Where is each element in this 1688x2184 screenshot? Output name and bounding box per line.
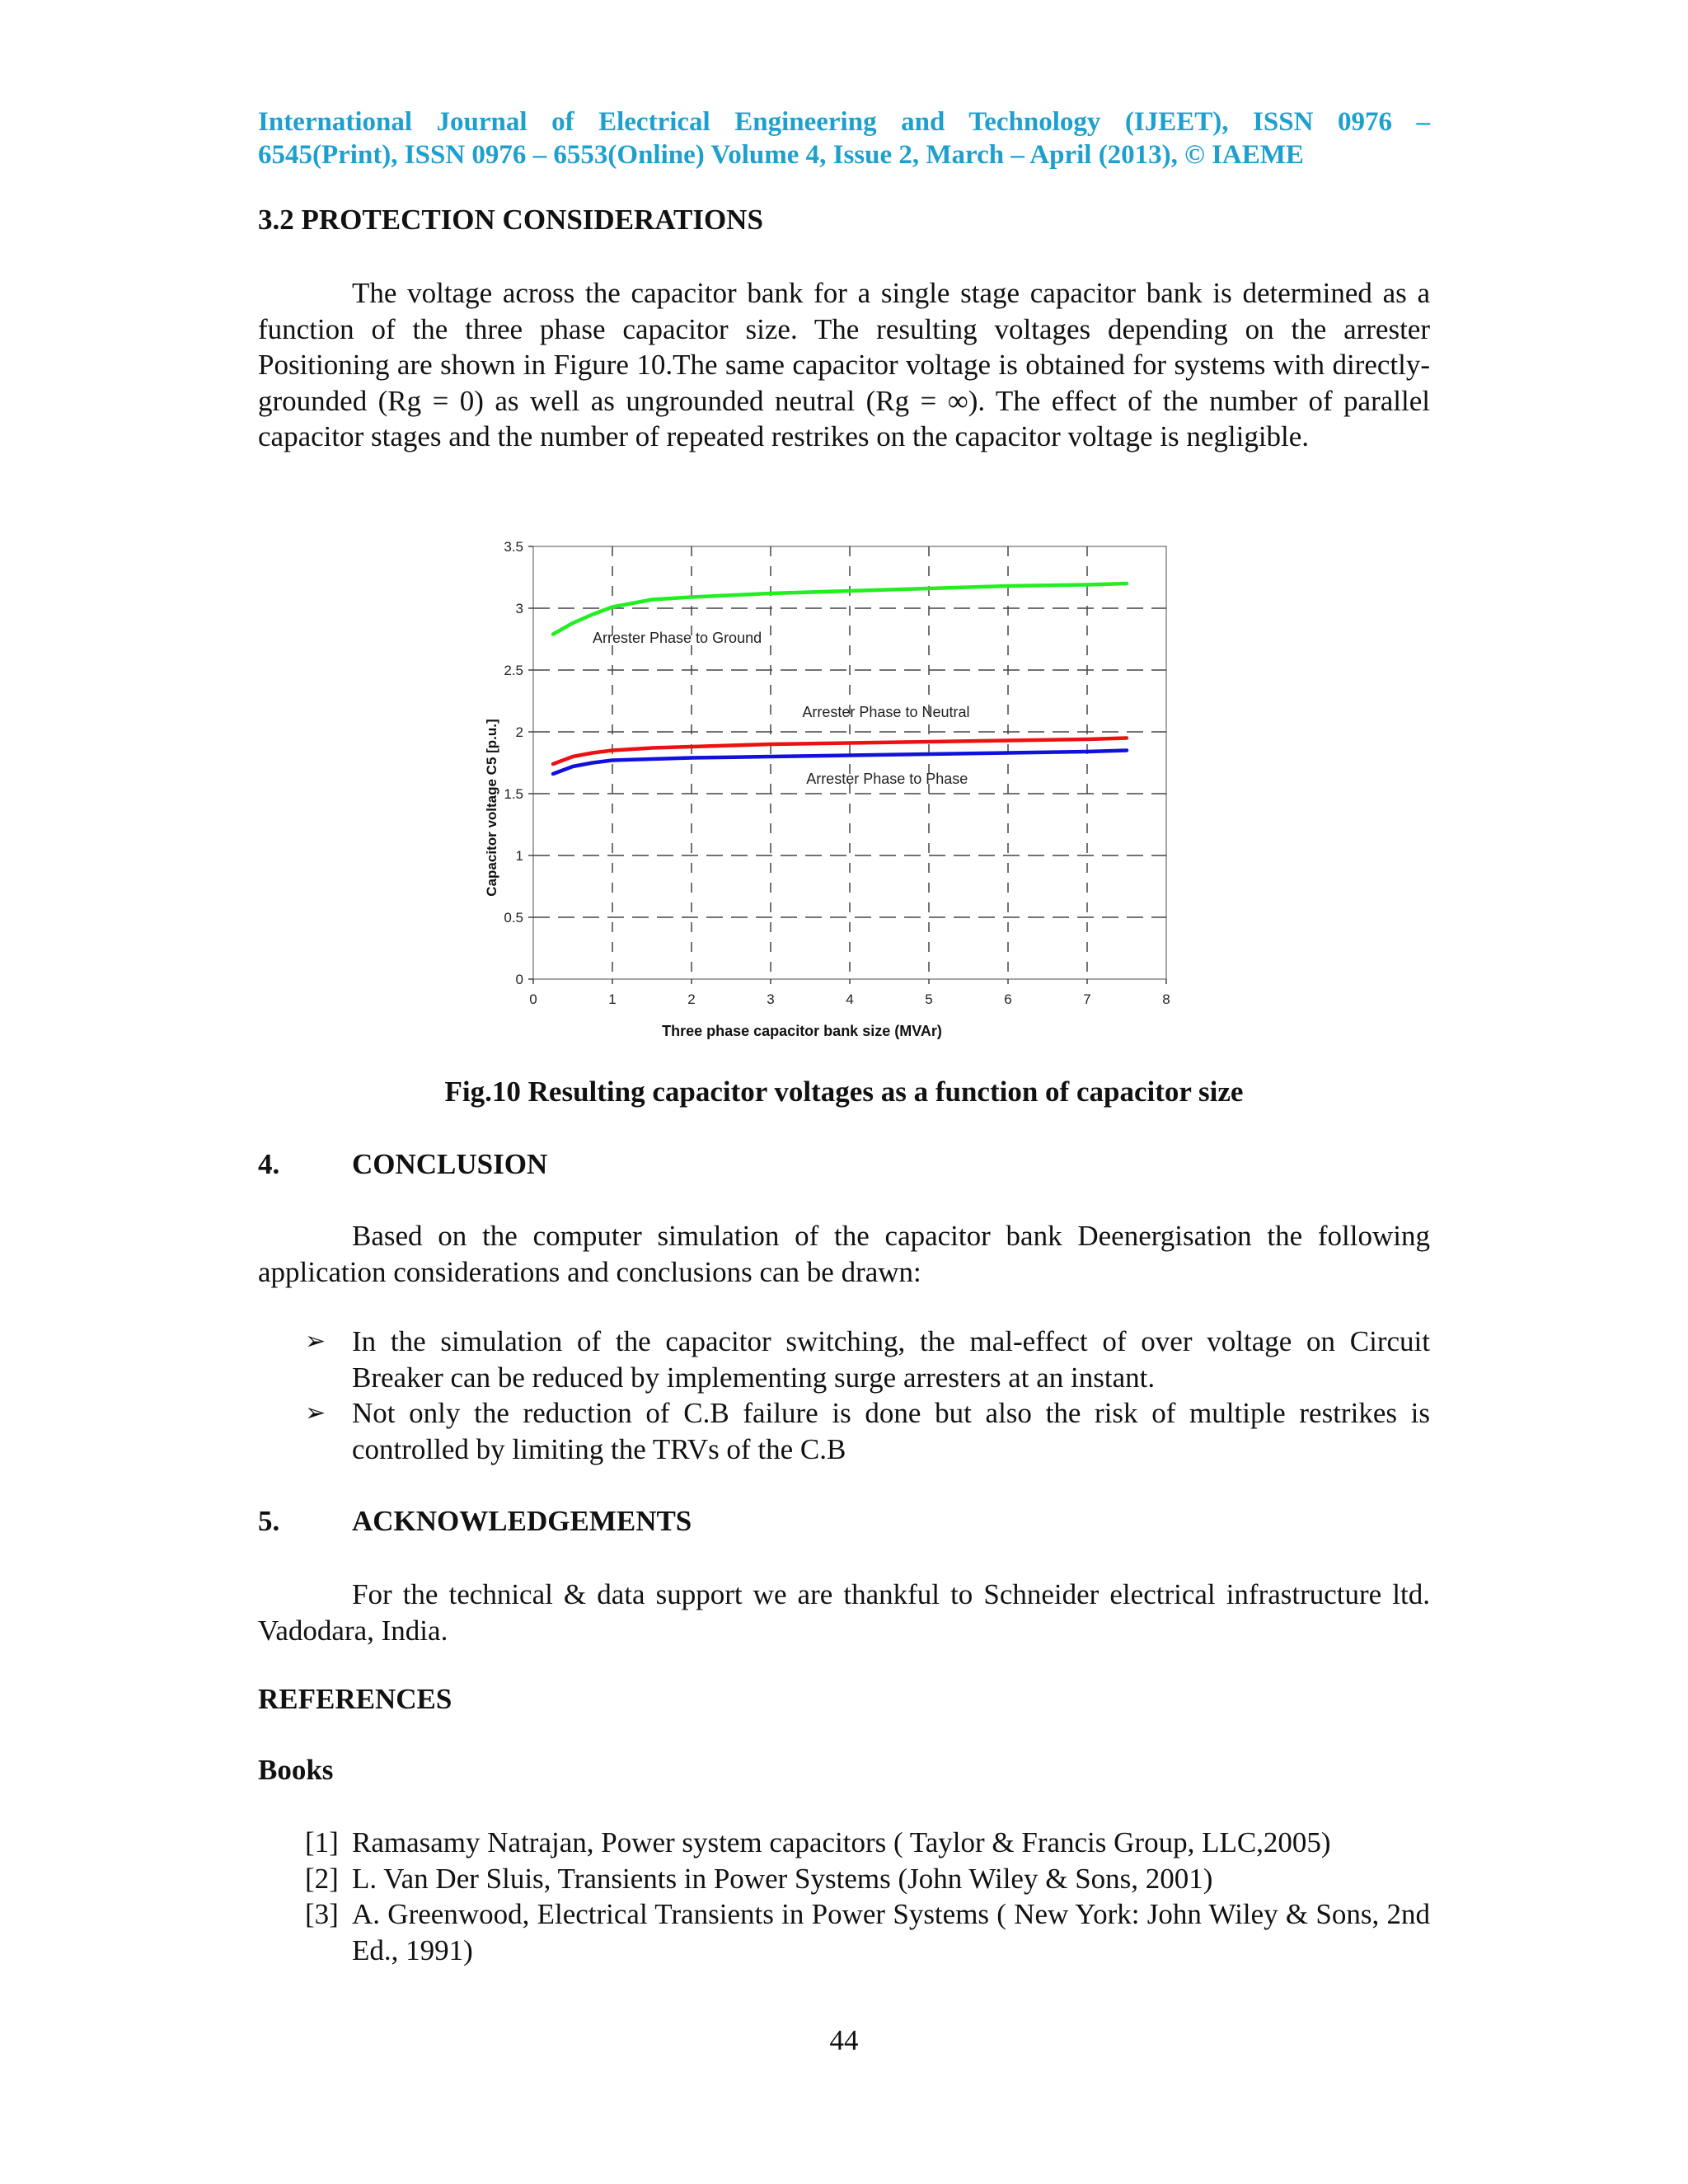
chart-x-tick-label: 5 <box>925 991 933 1007</box>
section-5-text: For the technical & data support we are thankful to Schneider electrical infrastructure ltd. Vadodara, India. <box>258 1578 1430 1647</box>
list-item <box>305 1395 1430 1467</box>
references-title: REFERENCES <box>258 1683 452 1715</box>
chart-y-tick-label: 0.5 <box>504 910 523 926</box>
chart-x-tick-label: 8 <box>1162 991 1170 1007</box>
chart-y-tick-label: 1 <box>515 848 523 864</box>
chart-x-axis-label: Three phase capacitor bank size (MVAr) <box>662 1023 942 1039</box>
chart-y-tick-label: 2 <box>515 724 523 740</box>
page-number: 44 <box>829 2024 859 2056</box>
chart-x-tick-label: 6 <box>1004 991 1012 1007</box>
chart-x-tick-label: 1 <box>608 991 617 1007</box>
section-4-paragraph <box>258 1218 1430 1290</box>
reference-text: Ramasamy Natrajan, Power system capacitors ( Taylor & Francis Group, LLC,2005) <box>352 1826 1331 1858</box>
section-4-title: CONCLUSION <box>352 1148 548 1180</box>
reference-text: A. Greenwood, Electrical Transients in Power Systems ( New York: John Wiley & Sons, 2nd Ed., 1991) <box>352 1898 1430 1966</box>
capacitor-voltage-chart <box>478 527 1179 1043</box>
reference-number: [1] <box>305 1826 339 1858</box>
reference-number: [2] <box>305 1862 339 1895</box>
journal-header <box>258 105 1430 171</box>
section-5-paragraph <box>258 1577 1430 1648</box>
section-3-2-text: The voltage across the capacitor bank for a single stage capacitor bank is determined as a function of the three phase capacitor size. The resulting voltages depending on the arrester Positioning are shown in Figure 10.The same capacitor voltage is obtained for systems with directly-grounded (Rg = 0) as well as ungrounded neutral (Rg = ∞). The effect of the number of parallel capacitor stages and the number of repeated restrikes on the capacitor voltage is negligible. <box>258 277 1430 452</box>
chart-y-tick-label: 2.5 <box>504 663 523 678</box>
journal-header-line2: 6545(Print), ISSN 0976 – 6553(Online) Volume 4, Issue 2, March – April (2013), © IAEME <box>258 140 1304 170</box>
chart-y-axis-label: Capacitor voltage C5 [p.u.] <box>484 719 499 897</box>
chart-series <box>553 583 1127 774</box>
section-4-number: 4. <box>258 1148 280 1180</box>
section-5-number: 5. <box>258 1505 280 1537</box>
chart-y-tick-label: 3 <box>515 601 523 616</box>
section-4-text: Based on the computer simulation of the capacitor bank Deenergisation the following application considerations and conclusions can be drawn: <box>258 1220 1430 1288</box>
section-4-heading <box>258 1148 547 1181</box>
list-item <box>305 1324 1430 1395</box>
reference-item <box>305 1861 1430 1897</box>
chart-y-tick-label: 1.5 <box>504 786 523 802</box>
conclusion-bullet-list <box>305 1324 1430 1467</box>
reference-list <box>305 1825 1430 1968</box>
figure-caption: Fig.10 Resulting capacitor voltages as a function of capacitor size <box>444 1076 1244 1108</box>
chart-y-tick-label: 3.5 <box>504 539 523 555</box>
reference-number: [3] <box>305 1898 339 1930</box>
section-3-2-title: 3.2 PROTECTION CONSIDERATIONS <box>258 204 763 236</box>
reference-item <box>305 1896 1430 1968</box>
bullet-text: Not only the reduction of C.B failure is done but also the risk of multiple restrikes is controlled by limiting the TRVs of the C.B <box>352 1397 1430 1465</box>
chart-annotation-label: Arrester Phase to Neutral <box>802 704 970 720</box>
chart-grid <box>533 546 1166 979</box>
bullet-text: In the simulation of the capacitor switching, the mal-effect of over voltage on Circuit Breaker can be reduced by implementing surge arresters at an instant. <box>352 1325 1430 1394</box>
chart-x-tick-label: 3 <box>767 991 775 1007</box>
arrow-bullet-icon: ➢ <box>305 1399 326 1427</box>
section-5-title: ACKNOWLEDGEMENTS <box>352 1505 692 1537</box>
chart-y-tick-label: 0 <box>515 972 523 987</box>
chart-annotation-label: Arrester Phase to Phase <box>806 771 968 787</box>
chart-annotation-label: Arrester Phase to Ground <box>593 630 762 646</box>
references-subtitle: Books <box>258 1754 334 1786</box>
chart-annotations <box>593 630 969 787</box>
section-3-2-paragraph <box>258 275 1430 455</box>
reference-item <box>305 1825 1430 1861</box>
section-5-heading <box>258 1505 692 1538</box>
reference-text: L. Van Der Sluis, Transients in Power Systems (John Wiley & Sons, 2001) <box>352 1862 1213 1895</box>
chart-x-tick-label: 7 <box>1083 991 1091 1007</box>
chart-x-tick-label: 0 <box>529 991 537 1007</box>
chart-x-tick-label: 4 <box>846 991 854 1007</box>
journal-header-line1: International Journal of Electrical Engineering and Technology (IJEET), ISSN 0976 – <box>258 107 1430 137</box>
arrow-bullet-icon: ➢ <box>305 1327 326 1356</box>
chart-x-tick-label: 2 <box>687 991 696 1007</box>
